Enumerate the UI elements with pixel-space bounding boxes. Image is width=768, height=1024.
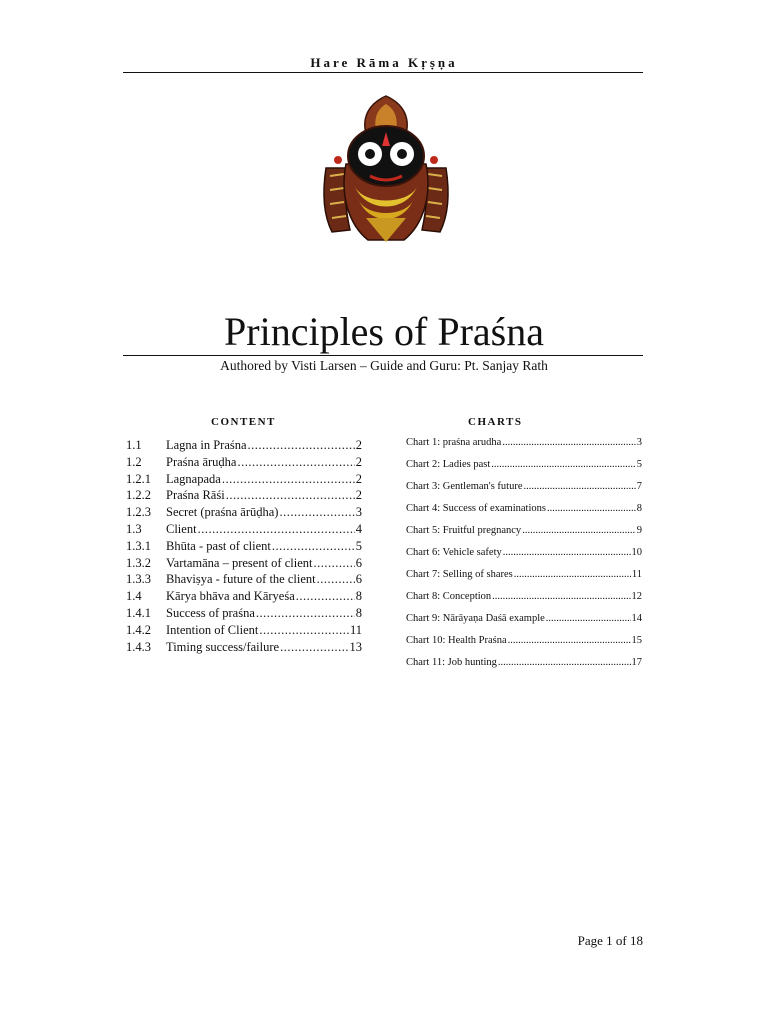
chart-label: Chart 10: Health Praśna [406,635,507,646]
toc-page: 2 [355,438,362,452]
dot-leader [523,481,635,492]
chart-page: 3 [636,437,642,448]
chart-page: 7 [636,481,642,492]
toc-number: 1.2.2 [126,488,151,503]
toc-page: 4 [355,521,362,536]
dot-leader [498,657,631,668]
dot-leader [313,556,354,571]
toc-row[interactable] [126,572,362,589]
charts-list [406,437,642,679]
dot-leader [280,640,348,655]
chart-label: Chart 11: Job hunting [406,657,497,668]
chart-label: Chart 9: Nārāyaṇa Daśā example [406,613,545,624]
toc-label: Lagnapada [166,471,221,486]
chart-page: 11 [631,569,642,580]
dot-leader [502,437,635,448]
toc-number: 1.3.1 [126,538,151,553]
chart-page: 15 [631,635,642,646]
chart-row[interactable] [406,437,642,459]
table-of-contents [126,438,362,656]
toc-number: 1.3 [126,521,142,536]
chart-page: 8 [636,503,642,514]
toc-label: Bhūta - past of client [166,538,271,553]
toc-row[interactable] [126,606,362,623]
chart-label: Chart 4: Success of examinations [406,503,546,514]
dot-leader [508,635,631,646]
chart-page: 10 [631,547,642,558]
toc-page: 3 [355,505,362,520]
toc-page: 5 [355,538,362,553]
chart-page: 17 [631,657,642,668]
toc-label: Timing success/failure [166,639,280,654]
dot-leader [522,525,636,536]
chart-page: 12 [631,591,642,602]
toc-label: Praśna āruḍha [166,454,237,469]
chart-label: Chart 5: Fruitful pregnancy [406,525,522,536]
toc-number: 1.4.3 [126,639,151,654]
toc-row[interactable] [126,522,362,539]
chart-row[interactable] [406,503,642,525]
dot-leader [503,547,631,558]
chart-label: Chart 3: Gentleman's future [406,481,523,492]
toc-page: 13 [349,639,362,654]
toc-number: 1.1 [126,438,142,452]
toc-label: Praśna Rāśi [166,488,225,503]
toc-label: Intention of Client [166,622,259,637]
toc-page: 6 [355,555,362,570]
chart-label: Chart 2: Ladies past [406,459,491,470]
dot-leader [492,591,630,602]
toc-row[interactable] [126,472,362,489]
toc-row[interactable] [126,438,362,455]
chart-row[interactable] [406,525,642,547]
toc-row[interactable] [126,488,362,505]
dot-leader [279,505,354,520]
toc-label: Bhaviṣya - future of the client [166,572,316,587]
toc-row[interactable] [126,505,362,522]
dot-leader [222,472,355,487]
dot-leader [514,569,631,580]
toc-number: 1.3.2 [126,555,151,570]
toc-page: 8 [355,605,362,620]
toc-number: 1.2.3 [126,505,151,520]
chart-label: Chart 6: Vehicle safety [406,547,502,558]
dot-leader [256,606,355,621]
chart-row[interactable] [406,635,642,657]
dot-leader [198,522,355,537]
toc-row[interactable] [126,539,362,556]
chart-row[interactable] [406,591,642,613]
toc-row[interactable] [126,556,362,573]
toc-number: 1.2.1 [126,471,151,486]
toc-number: 1.4.1 [126,605,151,620]
toc-label: Secret (praśna ārūḍha) [166,505,279,520]
title-rule [123,355,643,356]
chart-label: Chart 7: Selling of shares [406,569,513,580]
toc-number: 1.4 [126,589,142,604]
dot-leader [547,503,636,514]
header-rule [123,72,643,73]
dot-leader [259,623,349,638]
toc-page: 2 [355,454,362,469]
dot-leader [546,613,631,624]
dot-leader [491,459,635,470]
dot-leader [296,589,355,604]
dot-leader [226,488,355,503]
dot-leader [317,572,355,587]
chart-row[interactable] [406,547,642,569]
chart-row[interactable] [406,657,642,679]
chart-page: 5 [636,459,642,470]
toc-number: 1.2 [126,454,142,469]
toc-label: Success of praśna [166,605,255,620]
toc-page: 2 [355,488,362,503]
chart-row[interactable] [406,569,642,591]
running-header: Hare Rāma Kṛṣṇa [310,55,458,70]
toc-page: 11 [349,622,362,637]
dot-leader [272,539,355,554]
dot-leader [237,455,354,470]
toc-page: 6 [355,572,362,587]
toc-row[interactable] [126,455,362,472]
chart-row[interactable] [406,613,642,635]
charts-heading: CHARTS [468,416,523,428]
chart-row[interactable] [406,459,642,481]
toc-row[interactable] [126,589,362,606]
chart-page: 14 [631,613,642,624]
toc-page: 8 [355,589,362,604]
toc-row[interactable] [126,640,362,657]
chart-row[interactable] [406,481,642,503]
toc-label: Client [166,521,197,536]
toc-label: Vartamāna – present of client [166,555,313,570]
chart-page: 9 [636,525,642,536]
chart-label: Chart 1: praśna arudha [406,437,502,448]
chart-label: Chart 8: Conception [406,591,492,602]
page-number: Page 1 of 18 [577,933,643,948]
jagannath-deity-icon [318,94,454,250]
toc-label: Kārya bhāva and Kāryeśa [166,589,295,604]
toc-label: Lagna in Praśna [166,438,247,452]
dot-leader [248,438,355,453]
document-title: Principles of Praśna [224,309,544,354]
toc-number: 1.4.2 [126,622,151,637]
content-heading: CONTENT [211,416,276,428]
toc-page: 2 [355,471,362,486]
toc-number: 1.3.3 [126,572,151,587]
author-line: Authored by Visti Larsen – Guide and Guru: Pt. Sanjay Rath [220,358,548,373]
toc-row[interactable] [126,623,362,640]
